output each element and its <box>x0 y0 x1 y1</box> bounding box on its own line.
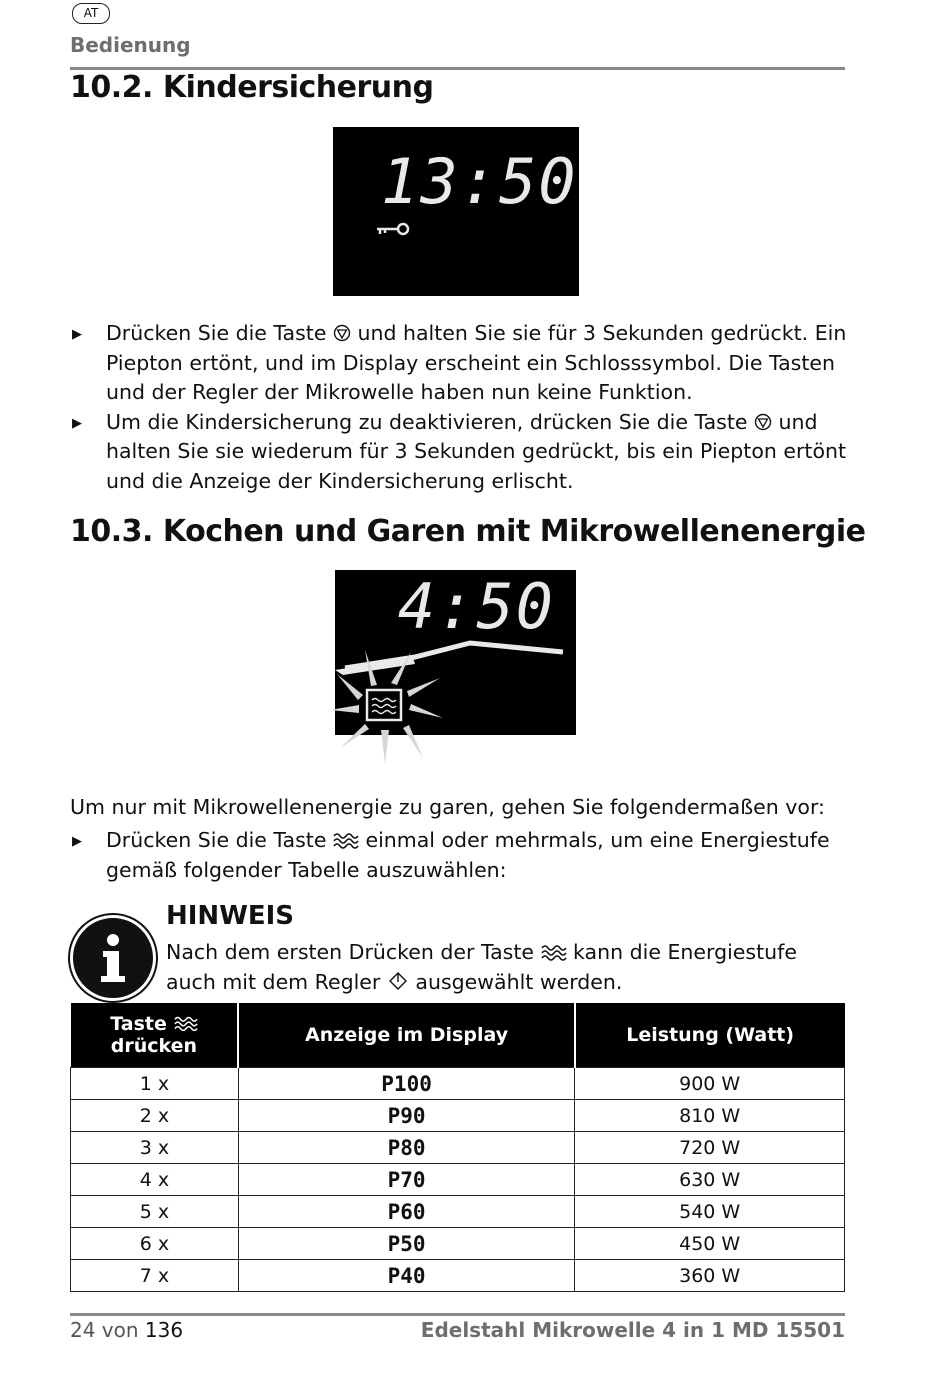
power-steps <box>72 826 847 885</box>
product-name: Edelstahl Mikrowelle 4 in 1 MD 15501 <box>420 1318 845 1342</box>
key-lock-icon <box>375 221 411 237</box>
hinweis-title: HINWEIS <box>166 901 295 931</box>
table-header-row <box>71 1003 845 1068</box>
table-row: 2 x P90 810 W <box>71 1100 845 1132</box>
display-childlock <box>333 127 579 296</box>
list-item: ▶ Drücken Sie die Taste und halten Sie sie für 3 Sekunden gedrückt. Ein Piepton ertönt, und im Display erscheint ein Schlosssymbol. Die Tasten und der Regler der Mikrowelle haben nun keine Funktion. <box>72 321 847 404</box>
page-number: 24 von 136 <box>70 1318 184 1342</box>
table-row: 3 x P80 720 W <box>71 1132 845 1164</box>
header-leistung: Leistung (Watt) <box>575 1003 845 1068</box>
list-item: ▶ Um die Kindersicherung zu deaktivieren, drücken Sie die Taste und halten Sie sie wiederum für 3 Sekunden gedrückt, bis ein Piepton ertönt und die Anzeige der Kindersicherung erlischt. <box>72 409 847 493</box>
display-time: 4:50 <box>397 570 555 643</box>
header-taste: Taste drücken <box>71 1003 239 1068</box>
stop-button-icon <box>333 324 351 342</box>
heading-mikrowellenenergie: 10.3. Kochen und Garen mit Mikrowellenenergie <box>70 514 866 549</box>
list-item: ▶ Drücken Sie die Taste einmal oder mehrmals, um eine Energiestufe gemäß folgender Tabelle auszuwählen: <box>72 828 830 882</box>
header-anzeige: Anzeige im Display <box>238 1003 575 1068</box>
country-badge: AT <box>72 3 110 24</box>
hinweis-text: Nach dem ersten Drücken der Taste kann die Energiestufe auch mit dem Regler ausgewählt werden. <box>166 940 797 994</box>
info-icon <box>70 915 156 1001</box>
dial-diamond-icon <box>387 971 409 991</box>
childlock-steps <box>72 319 847 496</box>
microwave-wave-icon <box>174 1014 198 1032</box>
microwave-flash-icon <box>325 640 575 765</box>
table-row: 7 x P40 360 W <box>71 1260 845 1292</box>
intro-text: Um nur mit Mikrowellenenergie zu garen, gehen Sie folgendermaßen vor: <box>70 795 825 819</box>
table-row: 5 x P60 540 W <box>71 1196 845 1228</box>
table-row: 6 x P50 450 W <box>71 1228 845 1260</box>
power-level-table <box>70 1003 845 1292</box>
section-header: Bedienung <box>70 33 191 57</box>
stop-button-icon <box>754 413 772 431</box>
table-row: 1 x P100 900 W <box>71 1068 845 1100</box>
microwave-wave-icon <box>333 831 359 849</box>
display-time: 13:50 <box>381 145 578 218</box>
microwave-wave-icon <box>541 943 567 961</box>
table-row: 4 x P70 630 W <box>71 1164 845 1196</box>
footer-rule <box>70 1313 845 1316</box>
heading-kindersicherung: 10.2. Kindersicherung <box>70 70 434 105</box>
